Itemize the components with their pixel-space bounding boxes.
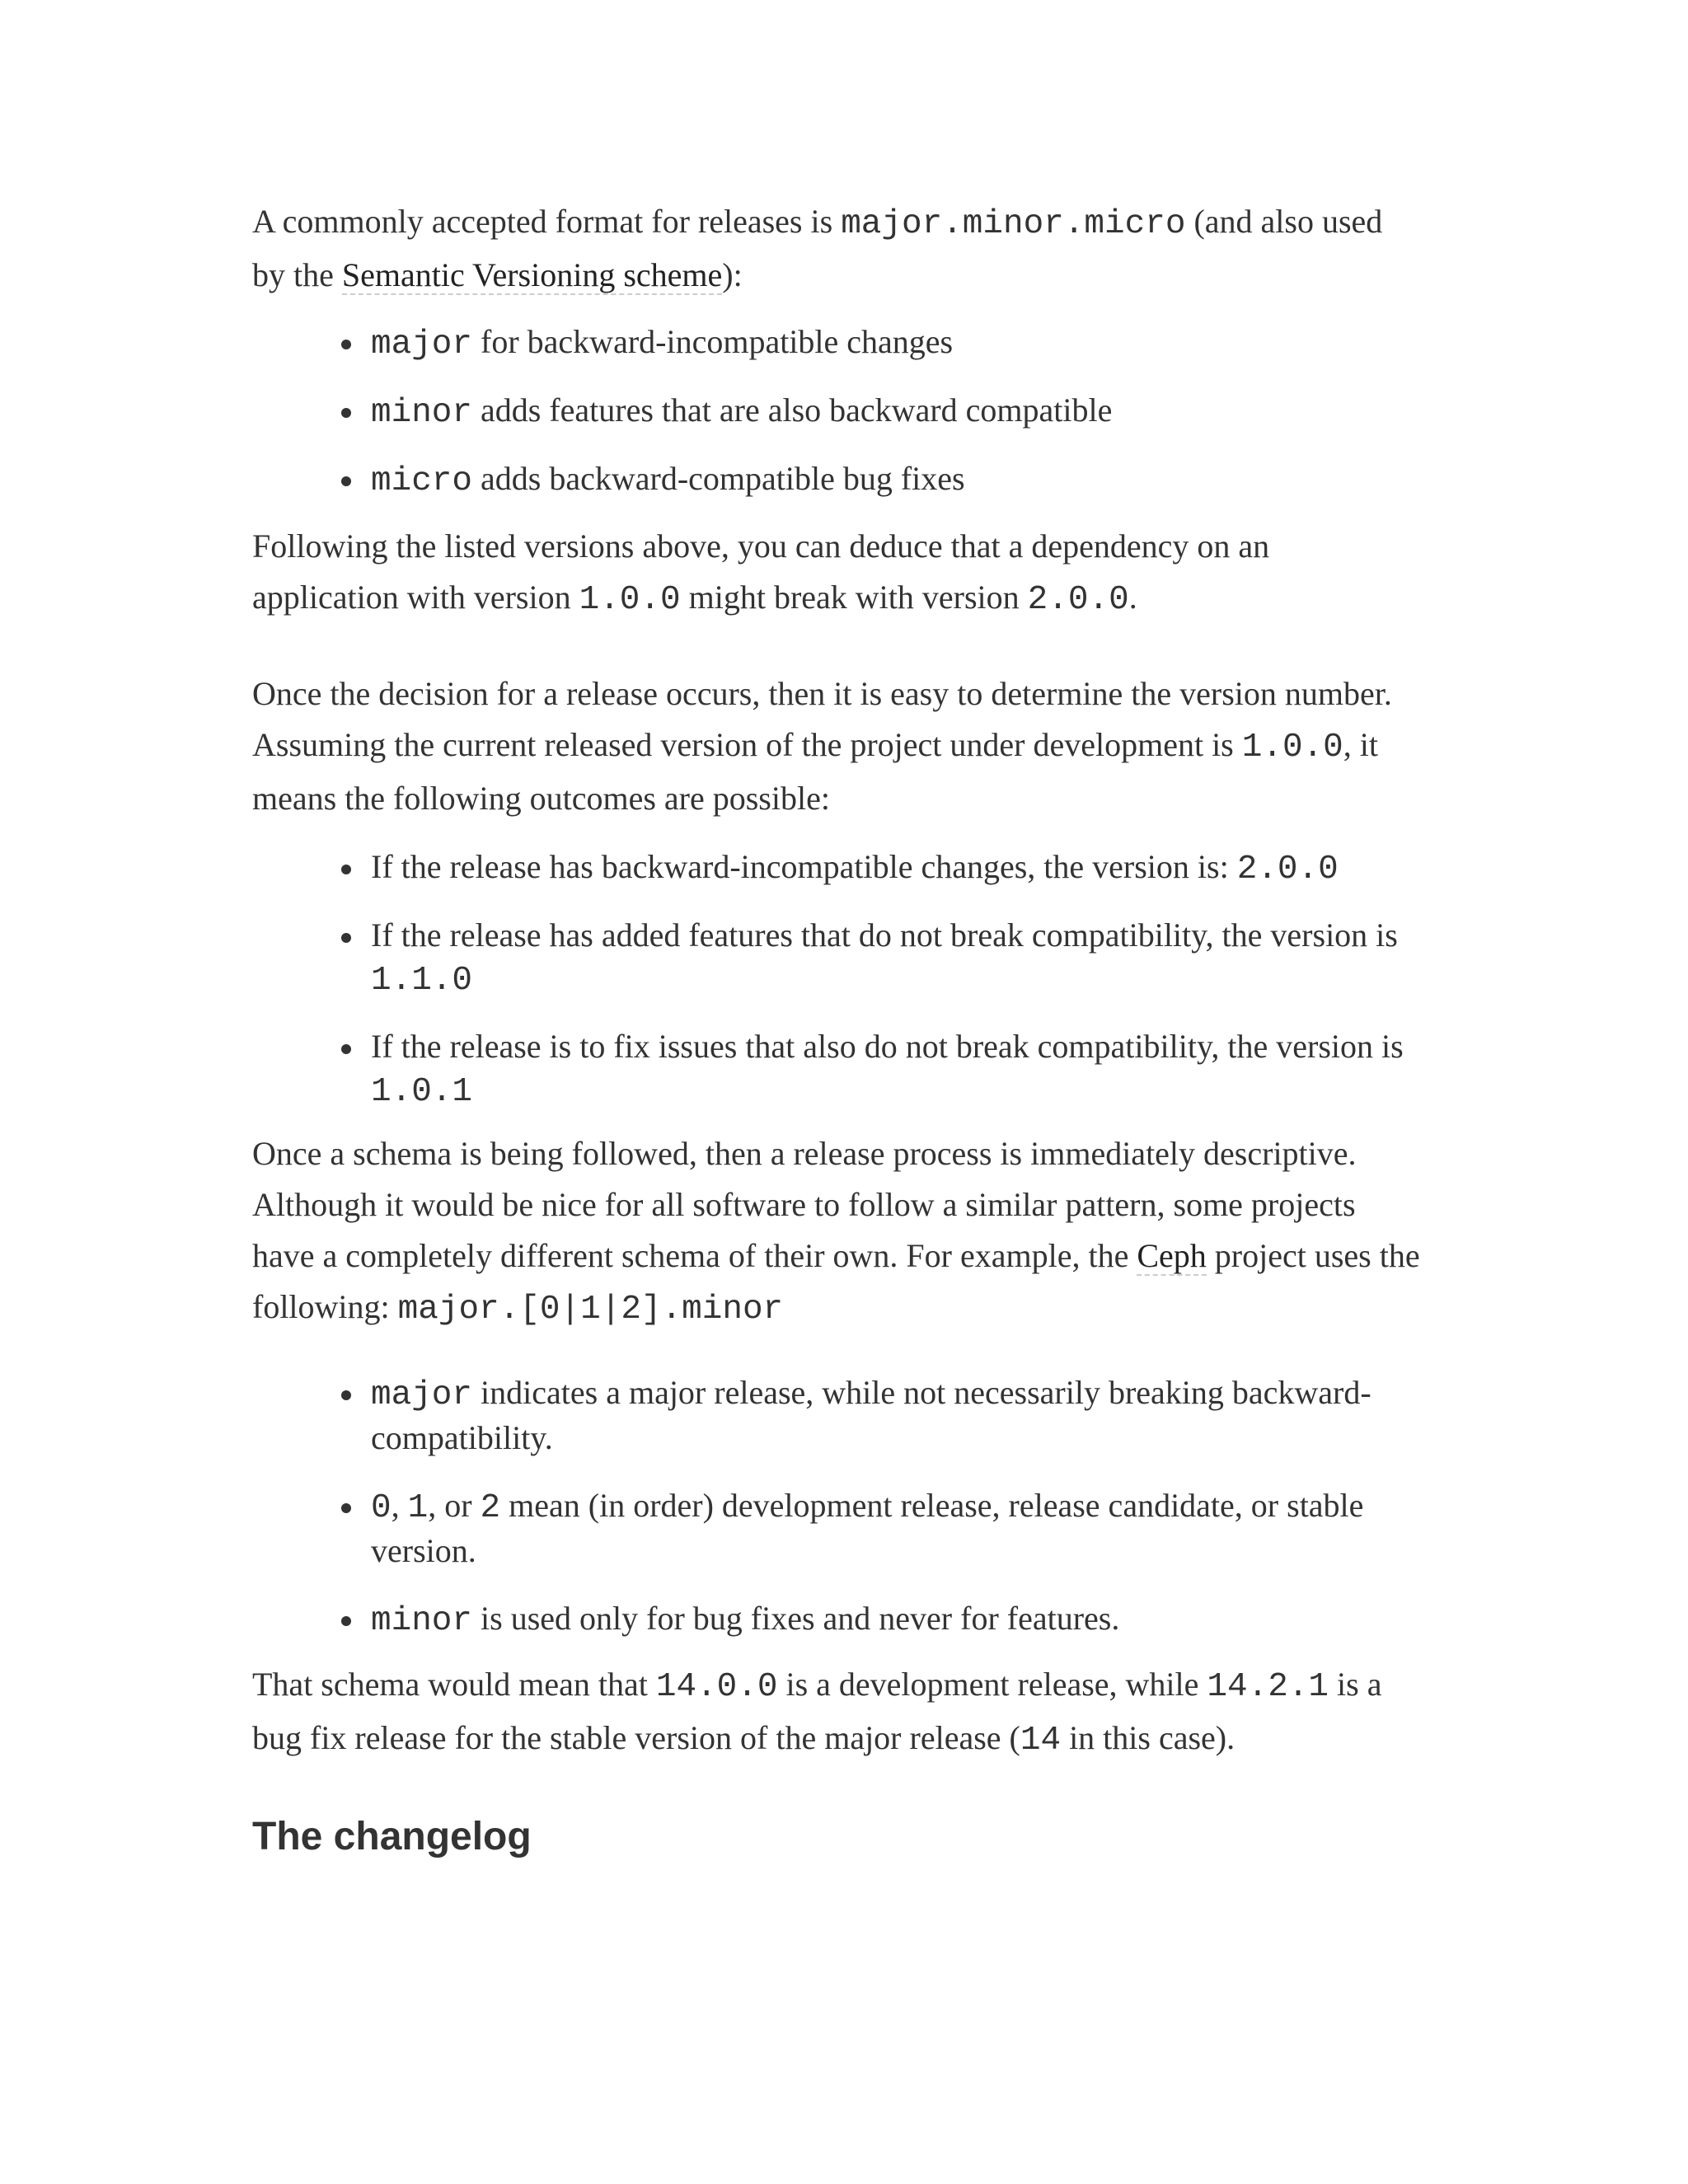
inline-code: micro [371, 462, 473, 500]
inline-code: 14.0.0 [655, 1668, 778, 1706]
text: for backward-incompatible changes [472, 323, 954, 360]
list-item [371, 1597, 1423, 1643]
schema-paragraph [252, 1128, 1423, 1335]
inline-code: 2.0.0 [1027, 581, 1129, 619]
schema-meaning-paragraph [252, 1659, 1423, 1766]
dependency-paragraph [252, 521, 1423, 626]
intro-paragraph [252, 196, 1423, 301]
text: in this case). [1061, 1719, 1236, 1756]
text: Once a schema is being followed, then a release process is immediately descriptive. Although it would be nice for all software to follow a similar pattern, some projects have a completely different schema of their own. For example, the [252, 1135, 1357, 1274]
version-parts-list [252, 321, 1423, 503]
text: is used only for bug fixes and never for features. [472, 1600, 1120, 1637]
inline-code: minor [371, 394, 473, 432]
inline-code: 0 [371, 1489, 392, 1527]
list-item [371, 1371, 1423, 1460]
ceph-schema-list [252, 1371, 1423, 1643]
text: If the release has backward-incompatible changes, the version is: [371, 848, 1237, 885]
outcomes-list [252, 846, 1423, 1113]
inline-code: 1.0.0 [1241, 729, 1343, 766]
list-item [371, 1484, 1423, 1572]
text: , or [428, 1487, 481, 1524]
text: adds features that are also backward compatible [472, 391, 1113, 429]
text: might break with version [680, 579, 1028, 616]
text: A commonly accepted format for releases is [252, 203, 842, 240]
text: That schema would mean that [252, 1666, 656, 1703]
list-item [371, 389, 1423, 434]
text: mean (in order) development release, release candidate, or stable version. [371, 1487, 1364, 1569]
text: indicates a major release, while not necessarily breaking backward-compatibility. [371, 1374, 1372, 1456]
text: Once the decision for a release occurs, then it is easy to determine the version number. Assuming the current released version of the project under development is [252, 675, 1392, 763]
text: If the release has added features that do not break compatibility, the version is [371, 916, 1398, 954]
article-body [252, 196, 1423, 1862]
inline-code: major [371, 326, 473, 363]
text: , it means the following outcomes are possible: [252, 726, 1379, 817]
text: is a development release, while [777, 1666, 1207, 1703]
inline-code: 14 [1020, 1722, 1062, 1760]
inline-code: major.[0|1|2].minor [397, 1291, 784, 1329]
inline-code: minor [371, 1602, 473, 1640]
inline-code: major.minor.micro [841, 205, 1186, 243]
text: If the release is to fix issues that also do not break compatibility, the version is [371, 1028, 1404, 1065]
inline-code: 2.0.0 [1236, 851, 1339, 888]
inline-code: 1 [407, 1489, 429, 1527]
inline-code: 1.0.1 [371, 1073, 473, 1111]
text: project uses the following: [252, 1237, 1420, 1325]
semantic-versioning-link[interactable]: Semantic Versioning scheme [341, 256, 723, 293]
list-item [371, 321, 1423, 366]
text: (and also used by the [252, 203, 1383, 293]
text: is a bug fix release for the stable version of the major release ( [252, 1666, 1382, 1756]
text: . [1128, 579, 1137, 616]
inline-code: 14.2.1 [1207, 1668, 1329, 1706]
ceph-link[interactable]: Ceph [1137, 1237, 1207, 1274]
list-item [371, 914, 1423, 1002]
list-item [371, 457, 1423, 503]
inline-code: major [371, 1376, 473, 1414]
text: , [391, 1487, 408, 1524]
list-item [371, 846, 1423, 891]
text: ): [722, 256, 743, 293]
inline-code: 2 [480, 1489, 501, 1527]
text: Following the listed versions above, you can deduce that a dependency on an application with version [252, 527, 1270, 616]
list-item [371, 1025, 1423, 1113]
text: adds backward-compatible bug fixes [472, 460, 965, 497]
inline-code: 1.0.0 [579, 581, 681, 619]
inline-code: 1.1.0 [371, 962, 473, 1000]
release-decision-paragraph [252, 668, 1423, 824]
section-heading: The changelog [252, 1815, 532, 1858]
